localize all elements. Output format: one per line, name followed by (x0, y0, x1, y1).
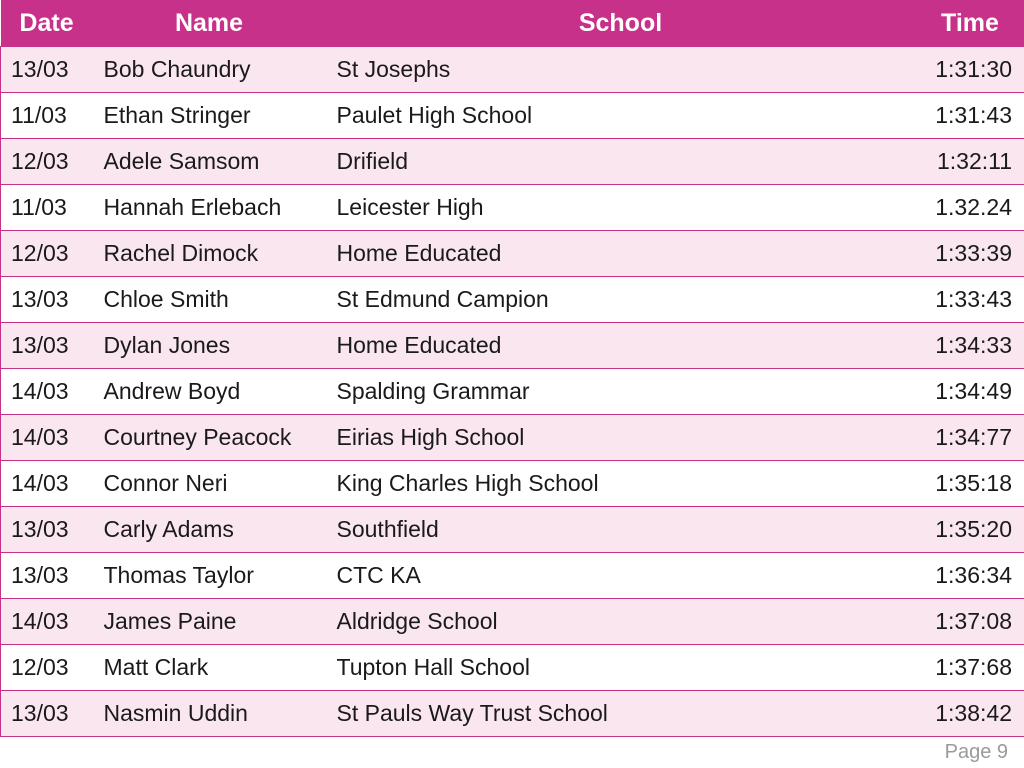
table-body (1, 47, 1024, 737)
time-cell: 1:37:68 (916, 645, 1024, 691)
time-cell: 1:35:20 (916, 507, 1024, 553)
name-cell: Chloe Smith (93, 277, 326, 323)
name-cell: Andrew Boyd (93, 369, 326, 415)
date-cell: 14/03 (1, 369, 93, 415)
name-cell: Matt Clark (93, 645, 326, 691)
date-cell: 13/03 (1, 47, 93, 93)
school-cell: St Edmund Campion (326, 277, 916, 323)
school-cell: CTC KA (326, 553, 916, 599)
table-row (1, 553, 1024, 599)
name-cell: Nasmin Uddin (93, 691, 326, 737)
date-cell: 11/03 (1, 93, 93, 139)
name-cell: Hannah Erlebach (93, 185, 326, 231)
date-cell: 13/03 (1, 553, 93, 599)
table-row (1, 139, 1024, 185)
name-cell: Rachel Dimock (93, 231, 326, 277)
school-cell: Home Educated (326, 323, 916, 369)
date-cell: 14/03 (1, 599, 93, 645)
page-number: Page 9 (944, 741, 1008, 763)
school-cell: King Charles High School (326, 461, 916, 507)
table-row (1, 415, 1024, 461)
school-cell: Spalding Grammar (326, 369, 916, 415)
date-column-header: Date (1, 0, 93, 47)
time-column-header: Time (916, 0, 1024, 47)
school-cell: Drifield (326, 139, 916, 185)
name-cell: Adele Samsom (93, 139, 326, 185)
time-cell: 1.32.24 (916, 185, 1024, 231)
name-cell: Connor Neri (93, 461, 326, 507)
time-cell: 1:32:11 (916, 139, 1024, 185)
time-cell: 1:34:33 (916, 323, 1024, 369)
date-cell: 14/03 (1, 415, 93, 461)
time-cell: 1:34:77 (916, 415, 1024, 461)
table-row (1, 369, 1024, 415)
time-cell: 1:35:18 (916, 461, 1024, 507)
name-cell: James Paine (93, 599, 326, 645)
name-cell: Courtney Peacock (93, 415, 326, 461)
date-cell: 13/03 (1, 323, 93, 369)
time-cell: 1:38:42 (916, 691, 1024, 737)
date-cell: 11/03 (1, 185, 93, 231)
school-cell: Home Educated (326, 231, 916, 277)
table-row (1, 185, 1024, 231)
name-cell: Ethan Stringer (93, 93, 326, 139)
table-header (1, 0, 1024, 47)
date-cell: 13/03 (1, 507, 93, 553)
time-cell: 1:33:43 (916, 277, 1024, 323)
date-cell: 12/03 (1, 645, 93, 691)
date-cell: 12/03 (1, 139, 93, 185)
table-row (1, 47, 1024, 93)
table-row (1, 323, 1024, 369)
time-cell: 1:36:34 (916, 553, 1024, 599)
date-cell: 12/03 (1, 231, 93, 277)
school-cell: St Josephs (326, 47, 916, 93)
table-row (1, 599, 1024, 645)
table-row (1, 507, 1024, 553)
time-cell: 1:31:43 (916, 93, 1024, 139)
name-column-header: Name (93, 0, 326, 47)
school-cell: Eirias High School (326, 415, 916, 461)
table-row (1, 231, 1024, 277)
school-cell: Southfield (326, 507, 916, 553)
name-cell: Dylan Jones (93, 323, 326, 369)
school-cell: Tupton Hall School (326, 645, 916, 691)
date-cell: 13/03 (1, 277, 93, 323)
table-row (1, 461, 1024, 507)
school-cell: Leicester High (326, 185, 916, 231)
name-cell: Bob Chaundry (93, 47, 326, 93)
name-cell: Thomas Taylor (93, 553, 326, 599)
school-cell: Aldridge School (326, 599, 916, 645)
header-row (1, 0, 1024, 47)
time-cell: 1:31:30 (916, 47, 1024, 93)
school-cell: Paulet High School (326, 93, 916, 139)
table-row (1, 93, 1024, 139)
table-row (1, 645, 1024, 691)
time-cell: 1:33:39 (916, 231, 1024, 277)
table-row (1, 277, 1024, 323)
school-column-header: School (326, 0, 916, 47)
date-cell: 13/03 (1, 691, 93, 737)
time-cell: 1:34:49 (916, 369, 1024, 415)
date-cell: 14/03 (1, 461, 93, 507)
table-row (1, 691, 1024, 737)
school-cell: St Pauls Way Trust School (326, 691, 916, 737)
time-cell: 1:37:08 (916, 599, 1024, 645)
name-cell: Carly Adams (93, 507, 326, 553)
